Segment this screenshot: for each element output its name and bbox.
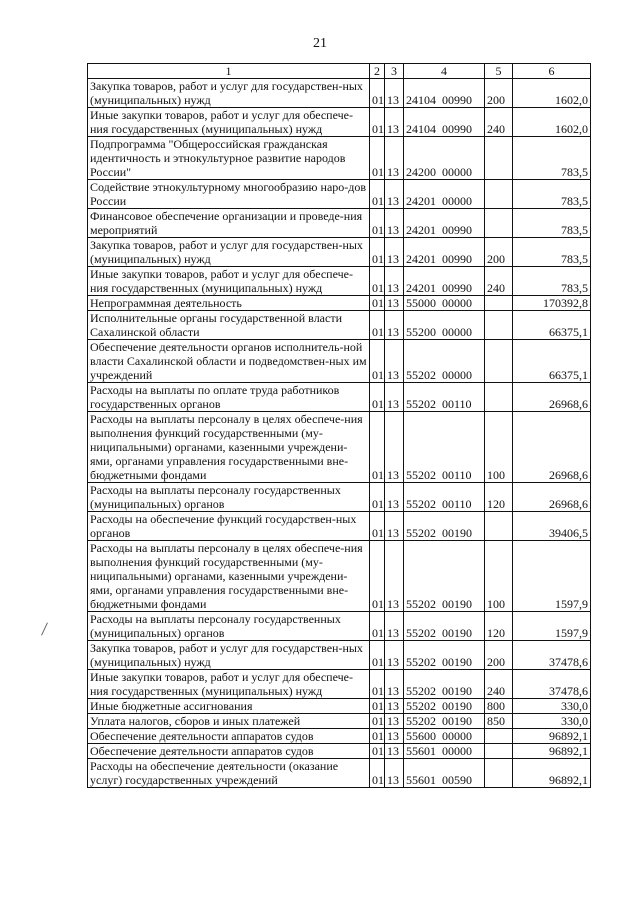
table-row [88,311,591,340]
row-subsection-cell: 13 [385,483,404,512]
table-row [88,541,591,612]
row-section-cell: 01 [370,383,385,412]
table-row [88,483,591,512]
row-expense-type-cell: 850 [485,714,513,729]
column-header: 5 [485,64,513,79]
table-row [88,108,591,137]
row-target-item-cell: 55601 00000 [404,744,485,759]
table-row [88,512,591,541]
row-subsection-cell: 13 [385,512,404,541]
row-subsection-cell: 13 [385,108,404,137]
column-header: 4 [404,64,485,79]
row-target-item-cell: 24201 00000 [404,180,485,209]
row-name-cell: Расходы на обеспечение деятельности (оказание услуг) государственных учреждений [88,759,370,788]
row-section-cell: 01 [370,612,385,641]
row-amount-cell: 39406,5 [513,512,591,541]
table-row [88,383,591,412]
row-target-item-cell: 55202 00190 [404,512,485,541]
row-target-item-cell: 55202 00110 [404,412,485,483]
table-row [88,340,591,383]
row-expense-type-cell [485,180,513,209]
row-expense-type-cell: 240 [485,267,513,296]
row-target-item-cell: 55202 00190 [404,641,485,670]
row-amount-cell: 66375,1 [513,311,591,340]
table-row [88,137,591,180]
row-amount-cell: 96892,1 [513,759,591,788]
row-expense-type-cell: 240 [485,670,513,699]
row-amount-cell: 1602,0 [513,79,591,108]
row-expense-type-cell [485,512,513,541]
table-row [88,744,591,759]
row-amount-cell: 26968,6 [513,483,591,512]
table-row [88,267,591,296]
row-amount-cell: 330,0 [513,699,591,714]
column-header: 1 [88,64,370,79]
budget-table [87,63,591,788]
row-target-item-cell: 55000 00000 [404,296,485,311]
row-subsection-cell: 13 [385,699,404,714]
row-section-cell: 01 [370,412,385,483]
scan-mark [41,622,48,635]
row-expense-type-cell: 120 [485,483,513,512]
row-target-item-cell: 55202 00000 [404,340,485,383]
row-subsection-cell: 13 [385,714,404,729]
row-target-item-cell: 24104 00990 [404,79,485,108]
row-amount-cell: 783,5 [513,267,591,296]
row-section-cell: 01 [370,209,385,238]
row-target-item-cell: 55202 00190 [404,699,485,714]
row-name-cell: Исполнительные органы государственной власти Сахалинской области [88,311,370,340]
row-section-cell: 01 [370,699,385,714]
row-target-item-cell: 24201 00990 [404,267,485,296]
row-section-cell: 01 [370,296,385,311]
row-amount-cell: 26968,6 [513,412,591,483]
row-expense-type-cell: 100 [485,412,513,483]
row-name-cell: Расходы на выплаты персоналу в целях обеспече-ния выполнения функций государственными (му-ниципальными) органами, казенными учреждени-ями, органами управления государственными вне-бюджетными фондами [88,412,370,483]
row-target-item-cell: 55601 00590 [404,759,485,788]
row-target-item-cell: 55202 00190 [404,541,485,612]
row-subsection-cell: 13 [385,238,404,267]
row-subsection-cell: 13 [385,541,404,612]
row-target-item-cell: 55202 00190 [404,670,485,699]
row-subsection-cell: 13 [385,744,404,759]
row-amount-cell: 37478,6 [513,670,591,699]
row-target-item-cell: 55202 00190 [404,612,485,641]
row-section-cell: 01 [370,541,385,612]
row-name-cell: Иные закупки товаров, работ и услуг для обеспече-ния государственных (муниципальных) нужд [88,108,370,137]
row-section-cell: 01 [370,137,385,180]
row-section-cell: 01 [370,340,385,383]
row-name-cell: Обеспечение деятельности аппаратов судов [88,729,370,744]
row-name-cell: Иные закупки товаров, работ и услуг для обеспече-ния государственных (муниципальных) нужд [88,670,370,699]
table-row [88,612,591,641]
row-target-item-cell: 55600 00000 [404,729,485,744]
table-row [88,238,591,267]
row-section-cell: 01 [370,267,385,296]
row-target-item-cell: 55202 00190 [404,714,485,729]
row-amount-cell: 783,5 [513,180,591,209]
row-amount-cell: 37478,6 [513,641,591,670]
row-amount-cell: 170392,8 [513,296,591,311]
row-subsection-cell: 13 [385,612,404,641]
row-target-item-cell: 55200 00000 [404,311,485,340]
table-row [88,699,591,714]
row-name-cell: Уплата налогов, сборов и иных платежей [88,714,370,729]
row-target-item-cell: 55202 00110 [404,383,485,412]
row-name-cell: Обеспечение деятельности аппаратов судов [88,744,370,759]
row-expense-type-cell [485,296,513,311]
row-target-item-cell: 24104 00990 [404,108,485,137]
table-header-row [88,64,591,79]
row-name-cell: Закупка товаров, работ и услуг для государствен-ных (муниципальных) нужд [88,641,370,670]
row-section-cell: 01 [370,744,385,759]
row-amount-cell: 330,0 [513,714,591,729]
row-subsection-cell: 13 [385,383,404,412]
row-target-item-cell: 55202 00110 [404,483,485,512]
table-row [88,296,591,311]
table-row [88,641,591,670]
row-target-item-cell: 24201 00990 [404,238,485,267]
row-name-cell: Содействие этнокультурному многообразию наро-дов России [88,180,370,209]
row-expense-type-cell [485,137,513,180]
row-expense-type-cell: 240 [485,108,513,137]
row-expense-type-cell [485,311,513,340]
row-amount-cell: 783,5 [513,238,591,267]
table-row [88,714,591,729]
row-expense-type-cell: 200 [485,238,513,267]
row-subsection-cell: 13 [385,209,404,238]
row-section-cell: 01 [370,108,385,137]
row-section-cell: 01 [370,483,385,512]
row-section-cell: 01 [370,714,385,729]
row-name-cell: Закупка товаров, работ и услуг для государствен-ных (муниципальных) нужд [88,79,370,108]
row-amount-cell: 783,5 [513,209,591,238]
row-expense-type-cell [485,729,513,744]
row-expense-type-cell: 100 [485,541,513,612]
row-name-cell: Расходы на выплаты персоналу в целях обеспече-ния выполнения функций государственными (му-ниципальными) органами, казенными учреждени-ями, органами управления государственными вне-бюджетными фондами [88,541,370,612]
row-amount-cell: 66375,1 [513,340,591,383]
row-section-cell: 01 [370,759,385,788]
row-expense-type-cell: 200 [485,641,513,670]
row-subsection-cell: 13 [385,79,404,108]
row-section-cell: 01 [370,512,385,541]
row-section-cell: 01 [370,311,385,340]
table-row [88,180,591,209]
row-subsection-cell: 13 [385,180,404,209]
row-amount-cell: 26968,6 [513,383,591,412]
row-name-cell: Расходы на обеспечение функций государствен-ных органов [88,512,370,541]
row-name-cell: Расходы на выплаты персоналу государственных (муниципальных) органов [88,483,370,512]
row-name-cell: Закупка товаров, работ и услуг для государствен-ных (муниципальных) нужд [88,238,370,267]
row-expense-type-cell [485,340,513,383]
table-row [88,759,591,788]
table-body [88,79,591,788]
row-amount-cell: 96892,1 [513,729,591,744]
row-name-cell: Непрограммная деятельность [88,296,370,311]
row-expense-type-cell: 200 [485,79,513,108]
row-section-cell: 01 [370,670,385,699]
row-subsection-cell: 13 [385,412,404,483]
column-header: 2 [370,64,385,79]
table-row [88,79,591,108]
row-expense-type-cell [485,209,513,238]
row-name-cell: Иные закупки товаров, работ и услуг для обеспече-ния государственных (муниципальных) нужд [88,267,370,296]
column-header: 3 [385,64,404,79]
table-row [88,412,591,483]
row-amount-cell: 1597,9 [513,612,591,641]
row-subsection-cell: 13 [385,340,404,383]
row-amount-cell: 96892,1 [513,744,591,759]
table-row [88,670,591,699]
row-name-cell: Обеспечение деятельности органов исполнитель-ной власти Сахалинской области и подведомствен-ных им учреждений [88,340,370,383]
row-subsection-cell: 13 [385,137,404,180]
row-subsection-cell: 13 [385,267,404,296]
row-expense-type-cell: 800 [485,699,513,714]
row-section-cell: 01 [370,79,385,108]
row-subsection-cell: 13 [385,759,404,788]
column-header: 6 [513,64,591,79]
row-name-cell: Финансовое обеспечение организации и проведе-ния мероприятий [88,209,370,238]
row-subsection-cell: 13 [385,729,404,744]
row-subsection-cell: 13 [385,311,404,340]
row-target-item-cell: 24201 00990 [404,209,485,238]
page-number: 21 [313,36,327,51]
row-name-cell: Иные бюджетные ассигнования [88,699,370,714]
row-name-cell: Расходы на выплаты по оплате труда работников государственных органов [88,383,370,412]
row-expense-type-cell: 120 [485,612,513,641]
row-amount-cell: 1597,9 [513,541,591,612]
row-name-cell: Расходы на выплаты персоналу государственных (муниципальных) органов [88,612,370,641]
row-subsection-cell: 13 [385,296,404,311]
row-target-item-cell: 24200 00000 [404,137,485,180]
table-row [88,209,591,238]
row-section-cell: 01 [370,180,385,209]
row-expense-type-cell [485,744,513,759]
row-section-cell: 01 [370,641,385,670]
row-section-cell: 01 [370,238,385,267]
table-row [88,729,591,744]
row-expense-type-cell [485,383,513,412]
row-amount-cell: 783,5 [513,137,591,180]
row-subsection-cell: 13 [385,641,404,670]
row-amount-cell: 1602,0 [513,108,591,137]
row-subsection-cell: 13 [385,670,404,699]
row-expense-type-cell [485,759,513,788]
row-section-cell: 01 [370,729,385,744]
row-name-cell: Подпрограмма "Общероссийская гражданская идентичность и этнокультурное развитие народов России" [88,137,370,180]
